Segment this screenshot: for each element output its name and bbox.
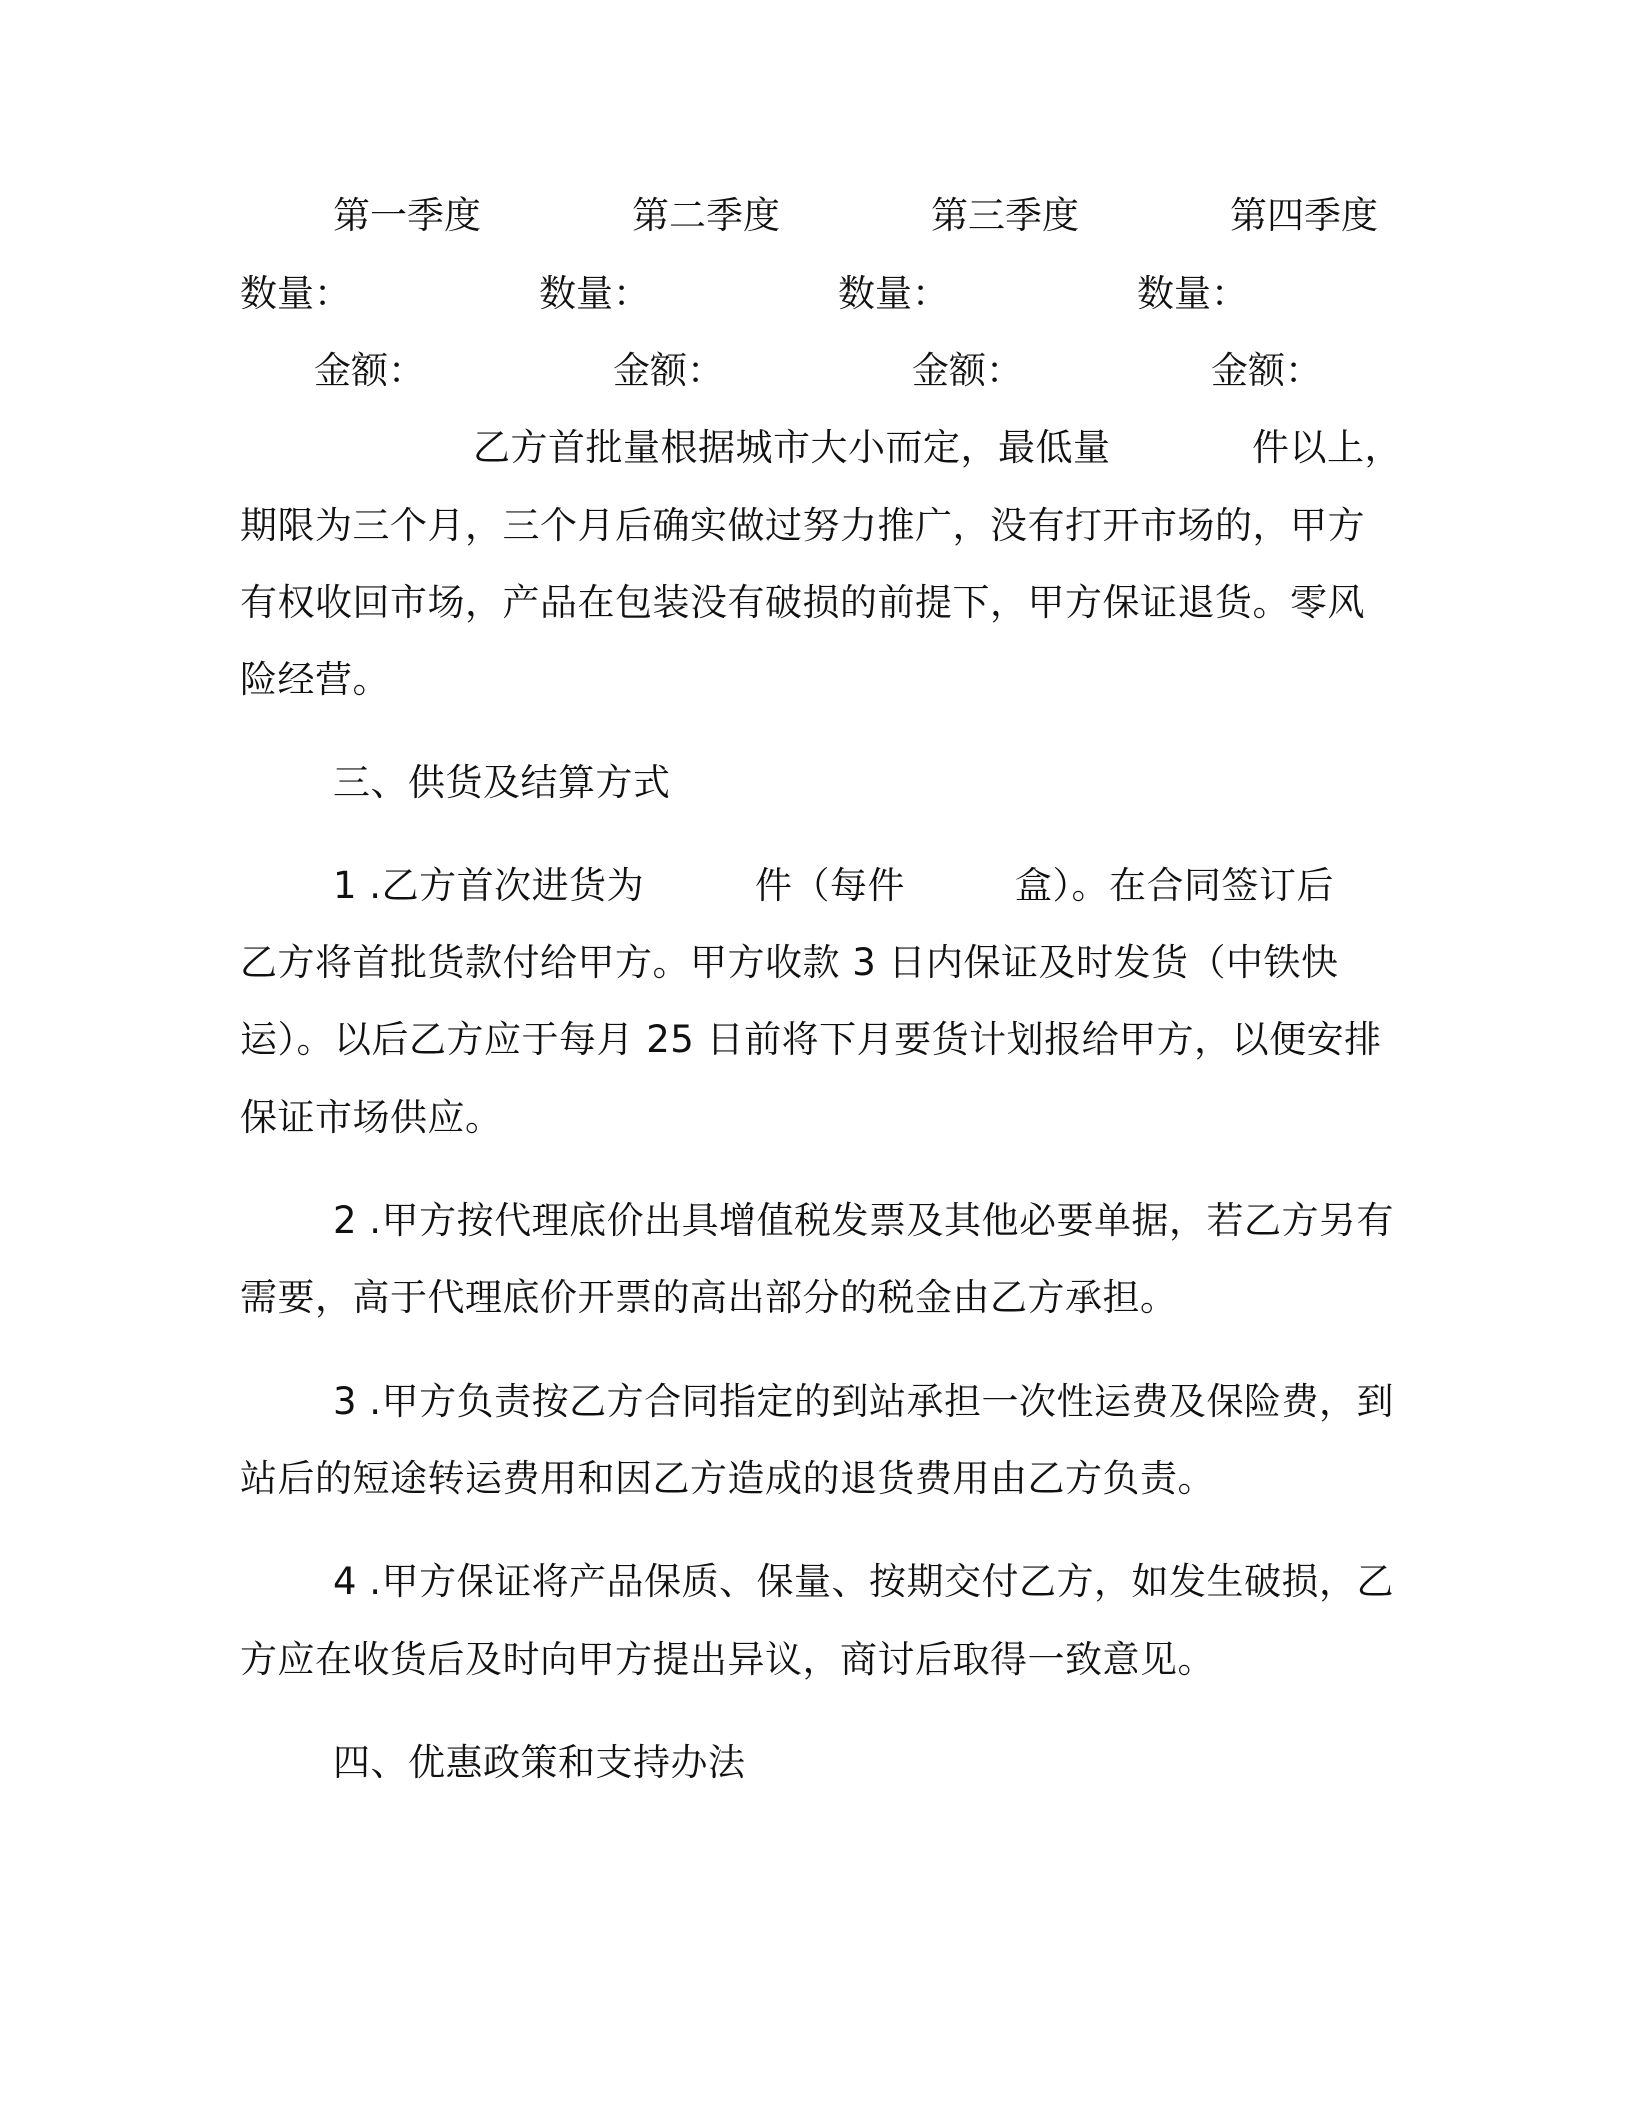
- item-1-line-4: 保证市场供应。: [240, 1096, 503, 1139]
- paragraph-1-line-1: [0, 422, 1632, 474]
- item-1-line-1: [0, 860, 1632, 912]
- paragraph-1-line-4: 险经营。: [240, 658, 390, 701]
- quantity-label-3: 数量：: [838, 272, 949, 315]
- item-2-line-2: 需要，高于代理底价开票的高出部分的税金由乙方承担。: [240, 1276, 1178, 1319]
- amount-label-1: 金额：: [314, 349, 425, 392]
- quarter-header-4: 第四季度: [1230, 194, 1378, 237]
- item-3-line-2: 站后的短途转运费用和因乙方造成的退货费用由乙方负责。: [240, 1457, 1215, 1500]
- item-4-line-1: 4 .甲方保证将产品保质、保量、按期交付乙方，如发生破损，乙: [333, 1560, 1395, 1603]
- quantity-label-1: 数量：: [240, 272, 351, 315]
- paragraph-1-line-3: 有权收回市场，产品在包装没有破损的前提下，甲方保证退货。零风: [240, 581, 1365, 624]
- amount-label-2: 金额：: [613, 349, 724, 392]
- amount-label-4: 金额：: [1211, 349, 1322, 392]
- item-4-line-2: 方应在收货后及时向甲方提出异议，商讨后取得一致意见。: [240, 1638, 1215, 1681]
- paragraph-1-line-2: 期限为三个月，三个月后确实做过努力推广，没有打开市场的，甲方: [240, 504, 1365, 547]
- item-3-line-1: 3 .甲方负责按乙方合同指定的到站承担一次性运费及保险费，到: [333, 1380, 1395, 1423]
- quarter-header-2: 第二季度: [632, 194, 780, 237]
- item-1-line-1-tail: 盒）。在合同签订后: [1015, 864, 1334, 907]
- paragraph-1-line-1-text: 乙方首批量根据城市大小而定，最低量: [473, 426, 1111, 469]
- quantity-label-2: 数量：: [539, 272, 650, 315]
- item-1-line-3: 运）。以后乙方应于每月 25 日前将下月要货计划报给甲方，以便安排: [240, 1018, 1382, 1061]
- section-3-heading: 三、供货及结算方式: [333, 761, 671, 804]
- quarter-header-3: 第三季度: [931, 194, 1079, 237]
- paragraph-1-line-1-tail: 件以上，: [1252, 426, 1402, 469]
- section-4-heading: 四、优惠政策和支持办法: [333, 1741, 746, 1784]
- quarter-header-1: 第一季度: [333, 194, 481, 237]
- item-2-line-1: 2 .甲方按代理底价出具增值税发票及其他必要单据，若乙方另有: [333, 1199, 1395, 1242]
- item-1-line-1-text: 1 .乙方首次进货为: [333, 864, 645, 907]
- item-1-line-1-mid: 件（每件: [755, 864, 905, 907]
- quantity-label-4: 数量：: [1137, 272, 1248, 315]
- item-1-line-2: 乙方将首批货款付给甲方。甲方收款 3 日内保证及时发货（中铁快: [240, 941, 1339, 984]
- amount-label-3: 金额：: [912, 349, 1023, 392]
